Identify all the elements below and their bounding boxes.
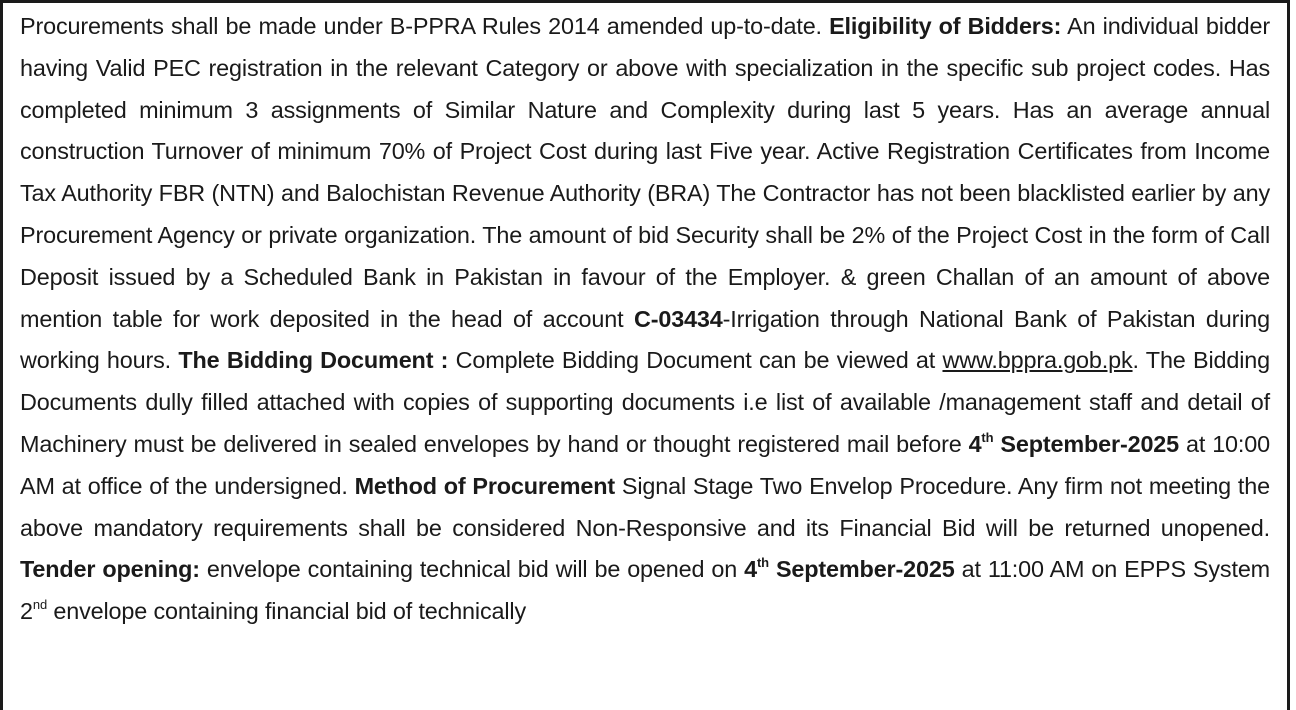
deadline-ordinal: th bbox=[981, 429, 994, 445]
second-ordinal: nd bbox=[32, 597, 48, 613]
procurement-rules-text: Procurements shall be made under B-PPRA Rules 2014 amended up-to-date. bbox=[20, 13, 830, 39]
tender-opening-text: envelope containing technical bid will be opened on bbox=[199, 556, 745, 583]
tender-opening-heading: Tender opening: bbox=[20, 556, 200, 583]
bidding-document-heading: The Bidding Document : bbox=[178, 347, 449, 374]
submission-time-text: at 10:00 AM at office of the undersigned. bbox=[20, 430, 1270, 499]
account-code: C-03434 bbox=[633, 305, 723, 332]
bank-text: -Irrigation through National Bank of Pakistan during working hours. bbox=[20, 305, 1270, 374]
eligibility-text: An individual bidder having Valid PEC registration in the relevant Category or above with specialization in the specific sub project codes. Has completed minimum 3 assignments of Similar Nature and Complexity during last 5 years. Has an average annual construction Turnover of minimum 70% of Project Cost during last Five year. Active Registration Certificates from Income Tax Authority FBR (NTN) and Balochistan Revenue Authority (BRA) The Contractor has not been blacklisted earlier by any Procurement Agency or private organization. The amount of bid Security shall be 2% of the Project Cost in the form of Call Deposit issued by a Scheduled Bank in Pakistan in favour of the Employer. & green Challan of an amount of above mention table for work deposited in the head of account bbox=[20, 13, 1270, 332]
method-text: Signal Stage Two Envelop Procedure. Any firm not meeting the above mandatory requirements shall be considered Non-Responsive and its Financial Bid will be returned unopened. bbox=[20, 472, 1270, 541]
submission-text: . The Bidding Documents dully filled attached with copies of supporting documents i.e list of available /management staff and detail of Machinery must be delivered in sealed envelopes by hand or thought registered mail before bbox=[20, 347, 1270, 457]
submission-deadline bbox=[969, 431, 1179, 457]
opening-month: September-2025 bbox=[768, 556, 955, 583]
deadline-day: 4 bbox=[968, 430, 982, 457]
deadline-month: September-2025 bbox=[993, 430, 1180, 457]
opening-day: 4 bbox=[744, 556, 757, 583]
opening-time-text: at 11:00 AM on EPPS System 2 bbox=[20, 556, 1271, 625]
tender-notice-body bbox=[20, 6, 1270, 633]
bidding-document-text: Complete Bidding Document can be viewed at bbox=[448, 347, 943, 374]
bppra-website-link[interactable]: www.bppra.gob.pk bbox=[942, 347, 1133, 374]
method-heading: Method of Procurement bbox=[354, 472, 616, 499]
opening-date bbox=[744, 556, 954, 582]
opening-ordinal: th bbox=[756, 555, 769, 571]
eligibility-heading: Eligibility of Bidders: bbox=[829, 13, 1062, 39]
financial-bid-text: envelope containing financial bid of technically bbox=[47, 598, 527, 625]
